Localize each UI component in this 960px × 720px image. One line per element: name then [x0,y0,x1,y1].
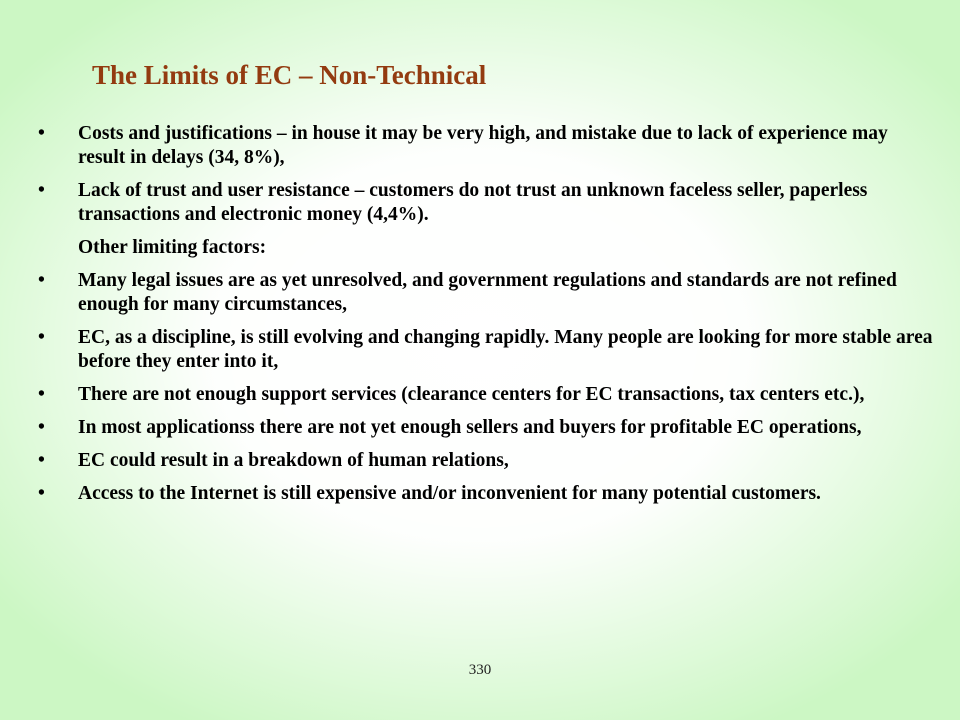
list-item-text: EC could result in a breakdown of human relations, [78,450,509,471]
bullet-icon: • [38,327,45,348]
bullet-icon: • [38,450,45,471]
list-item [38,416,933,440]
list-item-plain [38,236,933,260]
list-item-text: Access to the Internet is still expensive and/or inconvenient for many potential customers. [78,483,821,504]
list-item [38,179,933,227]
list-item-text: EC, as a discipline, is still evolving and changing rapidly. Many people are looking for more stable area before they enter into it, [78,327,933,372]
bullet-icon: • [38,270,45,291]
list-item [38,269,933,317]
list-item-text: There are not enough support services (clearance centers for EC transactions, tax centers etc.), [78,384,865,405]
page-number: 330 [468,662,492,678]
list-item [38,449,933,473]
bullet-icon: • [38,417,45,438]
list-item-text: Lack of trust and user resistance – customers do not trust an unknown faceless seller, paperless transactions and electronic money (4,4%). [78,180,868,225]
list-item-text: Other limiting factors: [78,237,267,258]
slide-title: The Limits of EC – Non-Technical [92,60,487,90]
list-item [38,326,933,374]
list-item [38,122,933,170]
list-item-text: In most applicationss there are not yet enough sellers and buyers for profitable EC operations, [78,417,862,438]
list-item-text: Costs and justifications – in house it may be very high, and mistake due to lack of experience may result in delays (34, 8%), [78,123,888,168]
list-item [38,383,933,407]
bullet-list [38,122,933,506]
list-item [38,482,933,506]
bullet-icon: • [38,384,45,405]
bullet-icon: • [38,123,45,144]
bullet-icon: • [38,180,45,201]
bullet-icon: • [38,483,45,504]
list-item-text: Many legal issues are as yet unresolved, and government regulations and standards are not refined enough for many circumstances, [78,270,897,315]
